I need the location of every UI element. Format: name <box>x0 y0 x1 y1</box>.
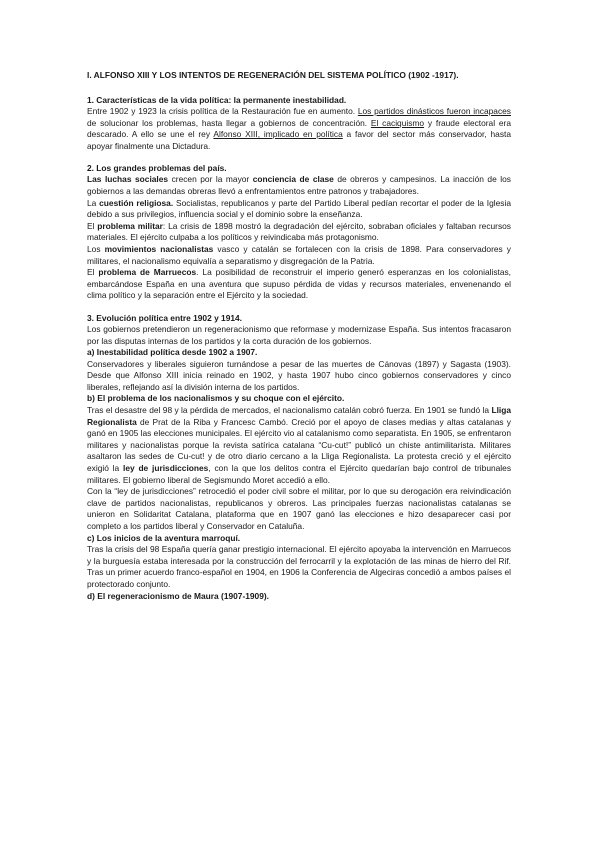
subsection-b-paragraph-1 <box>87 405 511 486</box>
underlined-phrase: Alfonso XIII, implicado en política <box>213 129 343 140</box>
bold-term: Lliga Regionalista <box>87 405 511 427</box>
bold-term: problema de Marruecos <box>98 267 197 278</box>
text-run: crecen por la mayor <box>168 174 253 185</box>
text-run: , con la que los delitos contra el Ejército quedarían bajo control de tribunales militares. El gobierno liberal de Segismundo Moret accedió a ello. <box>87 463 512 485</box>
underlined-phrase: Los partidos dinásticos fueron incapaces <box>357 106 511 116</box>
document-title: I. ALFONSO XIII Y LOS INTENTOS DE REGENERACIÓN DEL SISTEMA POLÍTICO (1902 -1917). <box>87 70 459 80</box>
text-run: Socialistas, republicanos y parte del Partido Liberal pedían recortar el poder de la Iglesia debido a sus privilegios, influencia social y el dominio sobre la enseñanza. <box>87 197 511 220</box>
text-run: Entre 1902 y 1923 la crisis política de la Restauración fue en aumento. <box>87 106 358 116</box>
social-struggles-paragraph <box>87 174 511 197</box>
subsection-c-paragraph: Tras la crisis del 98 España quería ganar prestigio internacional. El ejército apoyaba la intervención en Marruecos y la burguesía estaba interesada por la construcción del ferrocarril y la explotación de las minas de hierro del Rif. Tras un primer acuerdo franco-español en 1904, en 1906 la Conferencia de Algeciras concedió a ambos países el protectorado conjunto. <box>87 544 511 589</box>
bold-term: ley de jurisdicciones <box>123 463 209 474</box>
bold-term: problema militar <box>97 220 163 231</box>
text-run: El <box>87 220 98 231</box>
text-run: : La crisis de 1898 mostró la degradación del ejército, sobraban oficiales y faltaban recursos materiales. El ejército culpaba a los políticos y reivindicaba más protagonismo. <box>87 220 511 243</box>
text-run: La <box>87 197 100 208</box>
text-run: y fraude electoral era descarado. A ello se une el rey <box>87 117 511 140</box>
morocco-problem-paragraph <box>87 267 511 302</box>
bold-term: conciencia de clase <box>252 174 334 185</box>
subsection-b-heading: b) El problema de los nacionalismos y su choque con el ejército. <box>87 393 345 404</box>
section-1-paragraph <box>87 106 511 152</box>
religious-question-paragraph <box>87 198 511 221</box>
text-run: de obreros y campesinos. La inacción de los gobiernos a las demandas obreras llevó a enfrentamientos entre patronos y trabajadores. <box>87 174 511 196</box>
subsection-b-paragraph-2: Con la “ley de jurisdicciones” retrocedió el poder civil sobre el militar, por lo que su derogación era reivindicación clave de partidos nacionalistas, republicanos y obreros. Las principales fuerzas nacionalistas catalanas se unieron en Solidaritat Catalana, plataforma que en 1907 ganó las elecciones e hizo desaparecer casi por completo a los partidos liberal y Conservador en Cataluña. <box>87 486 511 531</box>
text-run: de solucionar los problemas, hasta llegar a gobiernos de concentración. <box>87 117 371 128</box>
section-3-heading: 3. Evolución política entre 1902 y 1914. <box>87 312 243 323</box>
text-run: . La posibilidad de reconstruir el imperio generó esperanzas en los colonialistas, embarcándose España en una aventura que supuso pérdida de vidas y recursos materiales, envenenando el clima político y la separación entre el Ejército y la sociedad. <box>87 267 512 301</box>
subsection-a-heading: a) Inestabilidad política desde 1902 a 1907. <box>87 347 258 358</box>
bold-term: Las luchas sociales <box>87 174 169 185</box>
text-run: de Prat de la Riba y Francesc Cambó. Creció por el apoyo de clases medias y altas catalanas y ganó en 1905 las elecciones municipales. El ejército vio al catalanismo como separatista. En 1905, se enfrentaron militares y nacionalistas porque la revista satírica catalana “Cu-cut!” publicó un chiste antimilitarista. Militares asaltaron las sedes de Cu-cut! y de otro diario cercano a la Lliga Regionalista. La protesta creció y el ejército exigió la <box>87 416 511 474</box>
text-run: a favor del sector más conservador, hasta apoyar finalmente una Dictadura. <box>87 129 511 151</box>
text-run: El <box>87 267 99 278</box>
subsection-a-paragraph: Conservadores y liberales siguieron turnándose a pesar de las muertes de Cánovas (1897) y Sagasta (1903). Desde que Alfonso XIII inicia reinado en 1902, y hasta 1907 hubo cinco gobiernos conservadores y cinco liberales, reflejando así la división interna de los partidos. <box>87 358 511 392</box>
section-1-heading: 1. Características de la vida política: la permanente inestabilidad. <box>87 95 347 105</box>
subsection-c-heading: c) Los inicios de la aventura marroquí. <box>87 532 241 543</box>
text-run: vasco y catalán se fortalecen con la crisis de 1898. Para conservadores y militares, el nacionalismo equivalía a separatismo y disgregación de la Patria. <box>87 243 511 266</box>
subsection-d-heading: d) El regeneracionismo de Maura (1907-1909). <box>87 590 269 601</box>
underlined-phrase: El caciquismo <box>370 117 425 128</box>
military-problem-paragraph <box>87 221 511 244</box>
text-run: Tras el desastre del 98 y la pérdida de mercados, el nacionalismo catalán cobró fuerza. En 1901 se fundó la <box>87 405 492 416</box>
bold-term: cuestión religiosa. <box>99 197 174 208</box>
section-2-heading: 2. Los grandes problemas del país. <box>87 163 227 174</box>
bold-term: movimientos nacionalistas <box>104 243 214 254</box>
text-run: Los <box>87 243 105 254</box>
section-3-intro: Los gobiernos pretendieron un regeneracionismo que reformase y modernizase España. Sus intentos fracasaron por las disputas internas de los partidos y la corta duración de los gobiernos. <box>87 323 511 346</box>
nationalist-movements-paragraph <box>87 244 511 267</box>
